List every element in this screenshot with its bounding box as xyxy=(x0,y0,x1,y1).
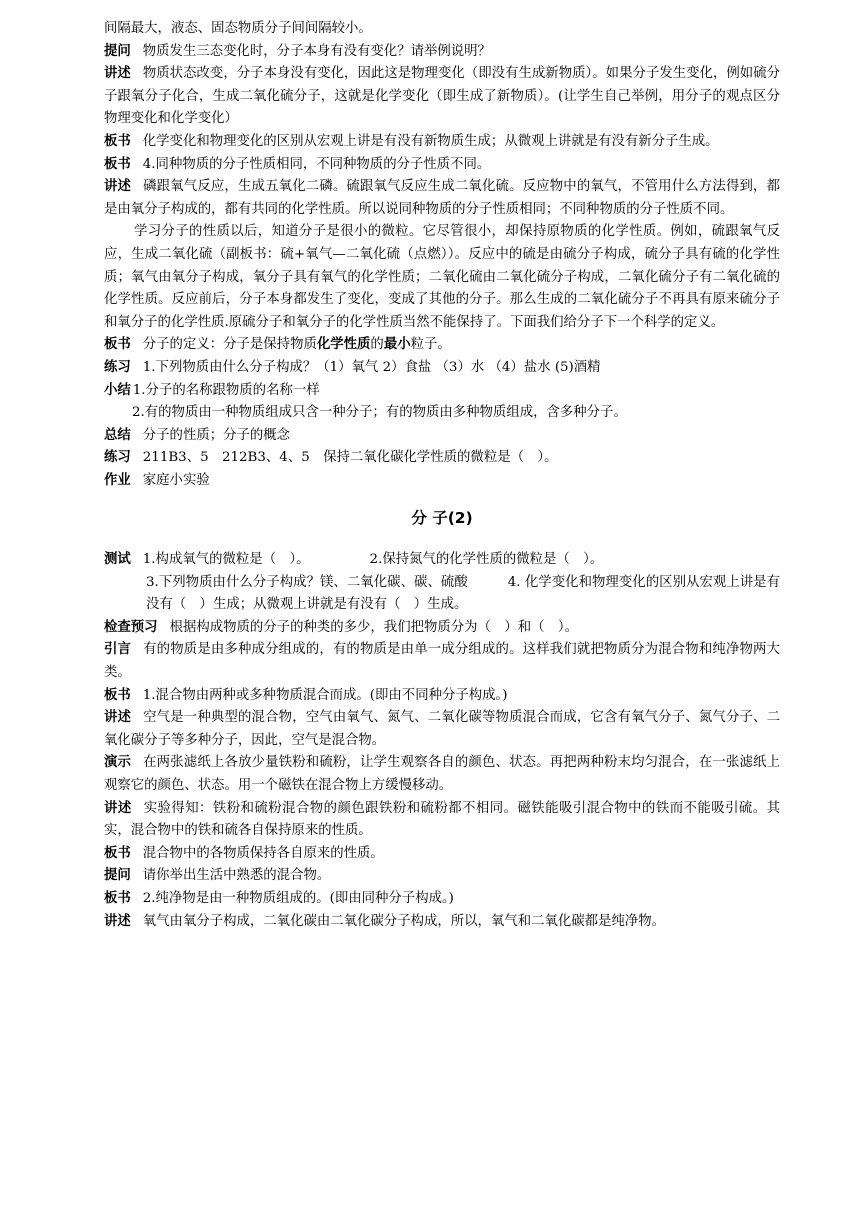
text: 粒子。 xyxy=(410,337,451,353)
text: 分子的定义：分子是保持物质 xyxy=(142,337,317,353)
section-title: 分 子(2) xyxy=(411,509,473,528)
text: 的 xyxy=(370,337,384,353)
label: 总结 xyxy=(104,427,131,443)
paragraph-board xyxy=(104,685,780,708)
text: 根据构成物质的分子的种类的多少，我们把物质分为（ ）和（ ）。 xyxy=(169,619,578,635)
paragraph-preview-check xyxy=(104,617,780,640)
paragraph-homework xyxy=(104,470,780,493)
paragraph-lecture xyxy=(104,63,780,131)
label: 测试 xyxy=(104,552,131,568)
paragraph-lecture xyxy=(104,176,780,221)
paragraph-board xyxy=(104,888,780,911)
label: 引言 xyxy=(104,642,132,658)
text: 1.混合物由两种或多种物质混合而成。(即由不同种分子构成。) xyxy=(142,687,508,703)
text: 4. 化学变化和物理变化的区别从宏观上讲是有没有（ ）生成；从微观上讲就是有没有（ ）生成。 xyxy=(146,574,781,613)
label: 讲述 xyxy=(104,66,131,82)
text: 物质发生三态变化时，分子本身有没有变化？请举例说明？ xyxy=(142,43,491,59)
text: 1.分子的名称跟物质的名称一样 xyxy=(132,382,320,398)
paragraph-test-2 xyxy=(104,572,780,617)
paragraph-board xyxy=(104,843,780,866)
paragraph-test xyxy=(104,549,780,572)
paragraph-lecture xyxy=(104,798,780,843)
label: 板书 xyxy=(104,845,131,861)
paragraph-lecture xyxy=(104,707,780,752)
label: 讲述 xyxy=(104,179,132,195)
label: 板书 xyxy=(104,156,131,172)
text: 在两张滤纸上各放少量铁粉和硫粉，让学生观察各自的颜色、状态。再把两种粉末均匀混合，在一张滤纸上观察它的颜色、状态。用一个磁铁在混合物上方缓慢移动。 xyxy=(104,755,780,793)
text: 间隔最大，液态、固态物质分子间间隔较小。 xyxy=(104,21,372,36)
text: 氧气由氧分子构成，二氧化碳由二氧化碳分子构成，所以，氧气和二氧化碳都是纯净物。 xyxy=(142,913,666,929)
label: 演示 xyxy=(104,755,132,771)
label: 讲述 xyxy=(104,913,131,929)
text: 1.下列物质由什么分子构成？（1）氧气 2）食盐 （3）水 （4）盐水 (5)酒精 xyxy=(142,359,601,375)
text: 混合物中的各物质保持各自原来的性质。 xyxy=(142,845,384,861)
text: 2.有的物质由一种物质组成只含一种分子；有的物质由多种物质组成，含多种分子。 xyxy=(132,405,627,421)
paragraph-exercise xyxy=(104,447,780,470)
text: 实验得知：铁粉和硫粉混合物的颜色跟铁粉和硫粉都不相同。磁铁能吸引混合物中的铁而不能吸引硫。其实，混合物中的铁和硫各自保持原来的性质。 xyxy=(104,800,780,839)
text: 分子的性质；分子的概念 xyxy=(142,427,291,443)
paragraph xyxy=(104,18,780,41)
paragraph-board xyxy=(104,131,780,154)
text: 3.下列物质由什么分子构成？镁、二氧化碳、碳、硫酸 xyxy=(146,574,468,590)
text: 请你举出生活中熟悉的混合物。 xyxy=(142,868,331,884)
paragraph-intro xyxy=(104,639,780,684)
paragraph-exercise xyxy=(104,357,780,380)
text: 学习分子的性质以后，知道分子是很小的微粒。它尽管很小，却保持原物质的化学性质。例如，硫跟氧气反应，生成二氧化硫（副板书：硫+氧气—二氧化硫（点燃））。反应中的硫是由硫分子构成，硫分子具有硫的化学性质；氧气由氧分子构成，氧分子具有氧气的化学性质；二氧化硫由二氧化硫分子构成，二氧化硫分子有二氧化硫的化学性质。反应前后，分子本身都发生了变化，变成了其他的分子。那么生成的二氧化硫分子不再具有原来硫分子和氧分子的化学性质.原硫分子和氧分子的化学性质当然不能保持了。下面我们给分子下一个科学的定义。 xyxy=(104,224,780,330)
text: 2.纯净物是由一种物质组成的。(即由同种分子构成。) xyxy=(142,890,454,906)
label: 小结 xyxy=(104,382,131,398)
label: 练习 xyxy=(104,450,131,466)
text: 磷跟氧气反应，生成五氧化二磷。硫跟氧气反应生成二氧化硫。反应物中的氧气，不管用什么方法得到，都是由氧分子构成的，都有共同的化学性质。所以说同种物质的分子性质相同；不同种物质的分子性质不同。 xyxy=(104,179,780,217)
paragraph-demo xyxy=(104,752,780,797)
label: 检查预习 xyxy=(104,619,158,635)
paragraph-question xyxy=(104,41,780,64)
label: 板书 xyxy=(104,687,131,703)
label: 板书 xyxy=(104,890,131,906)
text: 1.构成氧气的微粒是（ ）。 xyxy=(142,552,310,568)
text: 4.同种物质的分子性质相同，不同种物质的分子性质不同。 xyxy=(142,156,491,172)
label: 练习 xyxy=(104,359,131,375)
label: 板书 xyxy=(104,337,131,353)
label: 讲述 xyxy=(104,800,132,816)
paragraph-question xyxy=(104,865,780,888)
paragraph-body xyxy=(104,221,780,334)
emphasis-text: 化学性质 xyxy=(316,337,371,353)
paragraph-summary-2 xyxy=(104,402,780,425)
text: 物质状态改变，分子本身没有变化，因此这是物理变化（即没有生成新物质）。如果分子发生变化，例如硫分子跟氧分子化合，生成二氧化硫分子，这就是化学变化（即生成了新物质）。(让学生自己举例，用分子的观点区分物理变化和化学变化） xyxy=(104,66,781,127)
document-page xyxy=(104,18,780,933)
paragraph-board-definition xyxy=(104,334,780,357)
label: 讲述 xyxy=(104,710,132,726)
emphasis-text: 最小 xyxy=(383,337,411,353)
text: 有的物质是由多种成分组成的，有的物质是由单一成分组成的。这样我们就把物质分为混合物和纯净物两大类。 xyxy=(104,642,780,681)
text: 空气是一种典型的混合物，空气由氧气、氮气、二氧化碳等物质混合而成，它含有氧气分子、氮气分子、二氧化碳分子等多种分子，因此，空气是混合物。 xyxy=(104,710,780,748)
paragraph-lecture xyxy=(104,911,780,934)
text: 2.保持氮气的化学性质的微粒是（ ）。 xyxy=(369,552,604,568)
text: 家庭小实验 xyxy=(142,472,210,488)
label: 作业 xyxy=(104,472,131,488)
label: 提问 xyxy=(104,868,131,884)
paragraph-board xyxy=(104,154,780,177)
text: 211B3、5 212B3、4、5 保持二氧化碳化学性质的微粒是（ ）。 xyxy=(142,450,558,466)
label: 板书 xyxy=(104,133,131,149)
label: 提问 xyxy=(104,43,131,59)
paragraph-conclusion xyxy=(104,425,780,448)
paragraph-summary xyxy=(104,380,780,403)
text: 化学变化和物理变化的区别从宏观上讲是有没有新物质生成；从微观上讲就是有没有新分子生成。 xyxy=(142,133,719,149)
